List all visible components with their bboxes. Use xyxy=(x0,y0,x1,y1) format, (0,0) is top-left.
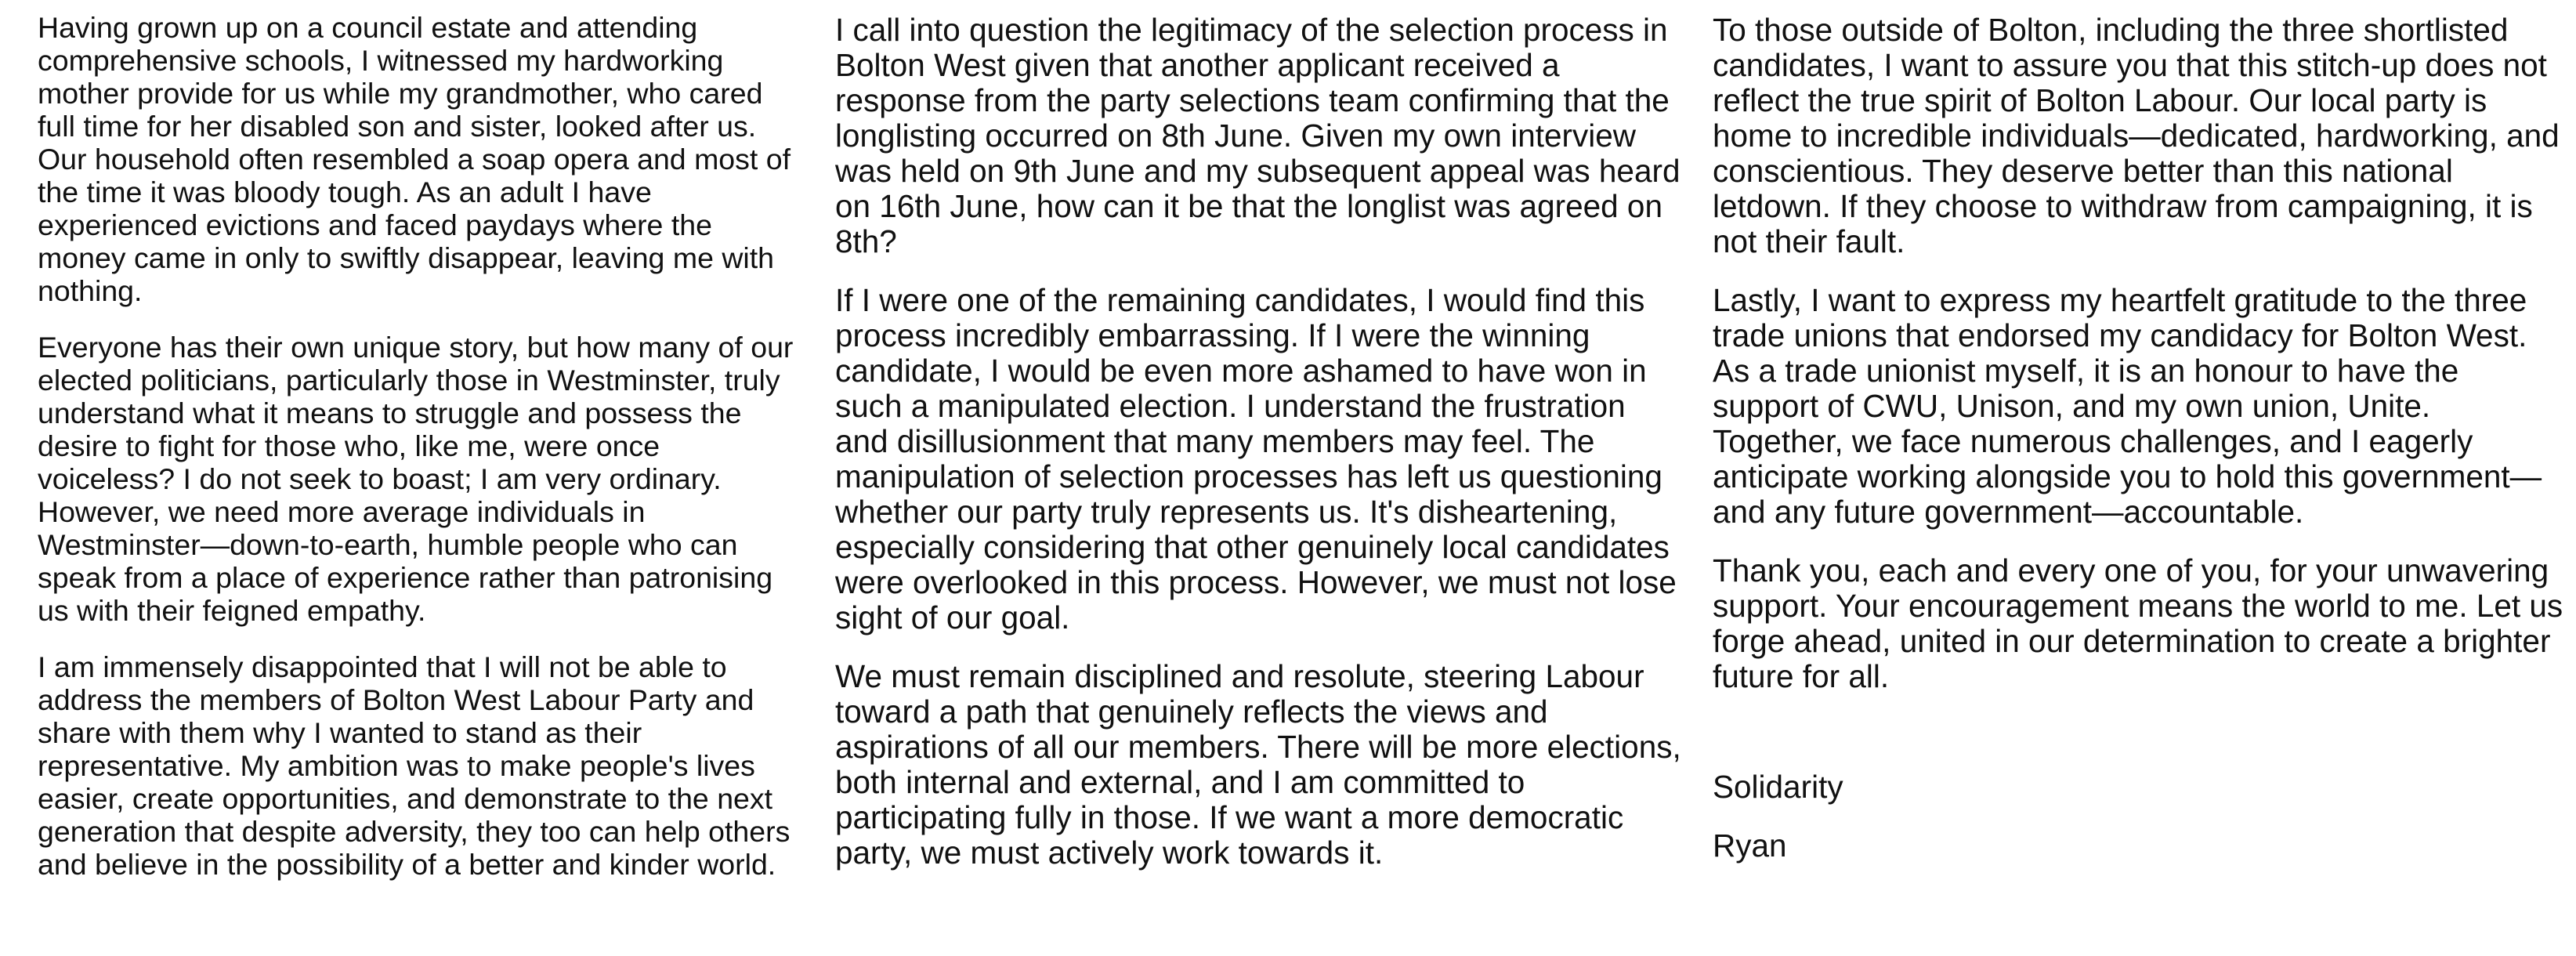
paragraph: To those outside of Bolton, including the three shortlisted candidates, I want to assure you that this stitch-up does not reflect the true spirit of Bolton Labour. Our local party is home to incredible individuals—dedicated, hardworking, and conscientious. They deserve better than this national letdown. If they choose to withdraw from campaigning, it is not their fault. xyxy=(1713,13,2560,259)
letter-column-left xyxy=(38,11,798,904)
signature-name: Ryan xyxy=(1713,827,1787,864)
paragraph: I call into question the legitimacy of the selection process in Bolton West given that another applicant received a response from the party selections team confirming that the longlisting occurred on 8th June. Given my own interview was held on 9th June and my subsequent appeal was heard on 16th June, how can it be that the longlist was agreed on 8th? xyxy=(835,13,1681,259)
letter-column-middle xyxy=(835,13,1681,894)
paragraph: Everyone has their own unique story, but how many of our elected politicians, particularly those in Westminster, truly understand what it means to struggle and possess the desire to fight for those who, like me, were once voiceless? I do not seek to boast; I am very ordinary. However, we need more average individuals in Westminster—down-to-earth, humble people who can speak from a place of experience rather than patronising us with their feigned empathy. xyxy=(38,331,794,627)
spacer xyxy=(1713,718,2567,770)
paragraph: Lastly, I want to express my heartfelt gratitude to the three trade unions that endorsed my candidacy for Bolton West. As a trade unionist myself, it is an honour to have the support of CWU, Unison, and my own union, Unite. Together, we face numerous challenges, and I eagerly anticipate working alongside you to hold this government—and any future government—accountable. xyxy=(1713,282,2542,530)
letter-column-right xyxy=(1713,13,2567,887)
paragraph: I am immensely disappointed that I will not be able to address the members of Bolton West Labour Party and share with them why I wanted to stand as their representative. My ambition was to make people's lives easier, create opportunities, and demonstrate to the next generation that despite adversity, they too can help others and believe in the possibility of a better and kinder world. xyxy=(38,650,791,881)
closing-salutation: Solidarity xyxy=(1713,769,1843,805)
paragraph: Thank you, each and every one of you, for your unwavering support. Your encouragement means the world to me. Let us forge ahead, united in our determination to create a brighter future for all. xyxy=(1713,552,2563,694)
paragraph: If I were one of the remaining candidates, I would find this process incredibly embarrassing. If I were the winning candidate, I would be even more ashamed to have won in such a manipulated election. I understand the frustration and disillusionment that many members may feel. The manipulation of selection processes has left us questioning whether our party truly represents us. It's disheartening, especially considering that other genuinely local candidates were overlooked in this process. However, we must not lose sight of our goal. xyxy=(835,282,1677,636)
paragraph: We must remain disciplined and resolute, steering Labour toward a path that genuinely reflects the views and aspirations of all our members. There will be more elections, both internal and external, and I am committed to participating fully in those. If we want a more democratic party, we must actively work towards it. xyxy=(835,658,1681,871)
paragraph: Having grown up on a council estate and attending comprehensive schools, I witnessed my hardworking mother provide for us while my grandmother, who cared full time for her disabled son and sister, looked after us. Our household often resembled a soap opera and most of the time it was bloody tough. As an adult I have experienced evictions and faced paydays where the money came in only to swiftly disappear, leaving me with nothing. xyxy=(38,11,791,307)
